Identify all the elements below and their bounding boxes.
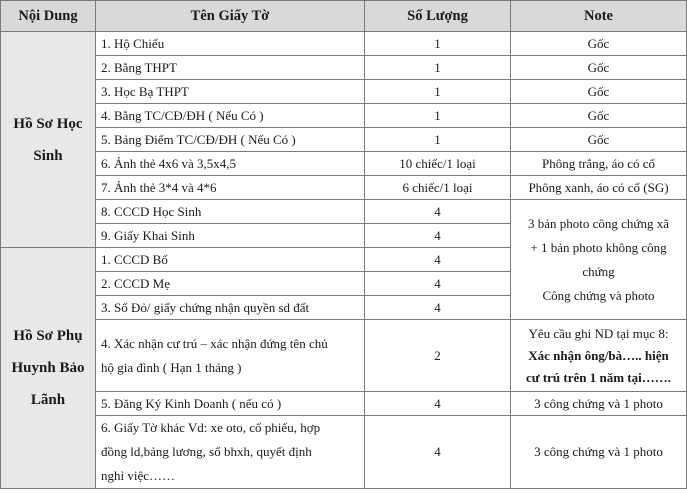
doc-cell: 2. Bằng THPT <box>96 56 365 80</box>
qty-cell: 1 <box>365 128 511 152</box>
qty-cell: 1 <box>365 56 511 80</box>
qty-cell: 4 <box>365 416 511 489</box>
qty-cell: 1 <box>365 80 511 104</box>
note-cell: Phông trắng, áo có cổ <box>511 152 687 176</box>
section-student: Hồ Sơ Học Sinh <box>1 32 96 248</box>
qty-cell: 10 chiếc/1 loại <box>365 152 511 176</box>
qty-cell: 4 <box>365 392 511 416</box>
note-cell: Gốc <box>511 56 687 80</box>
doc-cell: 3. Học Bạ THPT <box>96 80 365 104</box>
note-cell: 3 công chứng và 1 photo <box>511 392 687 416</box>
doc-cell: 8. CCCD Học Sinh <box>96 200 365 224</box>
doc-cell: 6. Ảnh thẻ 4x6 và 3,5x4,5 <box>96 152 365 176</box>
note-cell: Gốc <box>511 80 687 104</box>
table-row <box>1 200 687 224</box>
qty-cell: 4 <box>365 272 511 296</box>
table-row <box>1 416 687 489</box>
table-row <box>1 152 687 176</box>
doc-line: 6. Giấy Tờ khác Vd: xe oto, cổ phiếu, hợp <box>101 420 321 435</box>
note-line: cư trú trên 1 năm tại……. <box>526 369 671 385</box>
table-row <box>1 392 687 416</box>
note-cell: Phông xanh, áo có cổ (SG) <box>511 176 687 200</box>
section-guardian: Hồ Sơ Phụ Huynh Bảo Lãnh <box>1 248 96 489</box>
table-row <box>1 56 687 80</box>
doc-cell: 5. Đăng Ký Kinh Doanh ( nếu có ) <box>96 392 365 416</box>
doc-cell: 5. Bảng Điểm TC/CĐ/ĐH ( Nếu Có ) <box>96 128 365 152</box>
doc-cell <box>96 320 365 392</box>
doc-cell: 7. Ảnh thẻ 3*4 và 4*6 <box>96 176 365 200</box>
table-row <box>1 128 687 152</box>
doc-cell: 2. CCCD Mẹ <box>96 272 365 296</box>
note-cell: 3 công chứng và 1 photo <box>511 416 687 489</box>
note-line: Xác nhận ông/bà….. hiện <box>528 347 669 363</box>
header-row <box>1 1 687 32</box>
header-document-name: Tên Giấy Tờ <box>96 1 365 32</box>
qty-cell: 4 <box>365 200 511 224</box>
qty-cell: 4 <box>365 248 511 272</box>
doc-cell: 9. Giấy Khai Sinh <box>96 224 365 248</box>
doc-line: 4. Xác nhận cư trú – xác nhận đứng tên chủ <box>101 335 328 351</box>
merged-note-line: 3 bản photo công chứng xã <box>528 215 669 231</box>
header-note: Note <box>511 1 687 32</box>
table-row <box>1 320 687 392</box>
note-cell: Gốc <box>511 104 687 128</box>
table-row <box>1 80 687 104</box>
qty-cell: 4 <box>365 224 511 248</box>
table-row <box>1 104 687 128</box>
doc-cell <box>96 416 365 489</box>
qty-cell: 1 <box>365 32 511 56</box>
qty-cell: 4 <box>365 296 511 320</box>
doc-line: hộ gia đình ( Hạn 1 tháng ) <box>101 359 242 375</box>
doc-line: đồng ld,bảng lương, sổ bhxh, quyết định <box>101 444 312 459</box>
qty-cell: 2 <box>365 320 511 392</box>
merged-note-line: Công chứng và photo <box>542 287 655 303</box>
header-quantity: Số Lượng <box>365 1 511 32</box>
merged-note-line: chứng <box>582 263 615 279</box>
doc-cell: 3. Sổ Đỏ/ giấy chứng nhận quyền sd đất <box>96 296 365 320</box>
note-cell <box>511 320 687 392</box>
doc-cell: 4. Bằng TC/CĐ/ĐH ( Nếu Có ) <box>96 104 365 128</box>
note-line: Yêu cầu ghi ND tại mục 8: <box>528 325 669 341</box>
table-row <box>1 176 687 200</box>
doc-cell: 1. Hộ Chiếu <box>96 32 365 56</box>
note-cell: Gốc <box>511 32 687 56</box>
merged-note-line: + 1 bản photo không công <box>530 239 667 255</box>
doc-line: nghỉ việc…… <box>101 468 176 483</box>
note-cell: Gốc <box>511 128 687 152</box>
merged-note-cell <box>511 200 687 320</box>
qty-cell: 1 <box>365 104 511 128</box>
doc-cell: 1. CCCD Bố <box>96 248 365 272</box>
header-content: Nội Dung <box>1 1 96 32</box>
table-row <box>1 32 687 56</box>
qty-cell: 6 chiếc/1 loại <box>365 176 511 200</box>
